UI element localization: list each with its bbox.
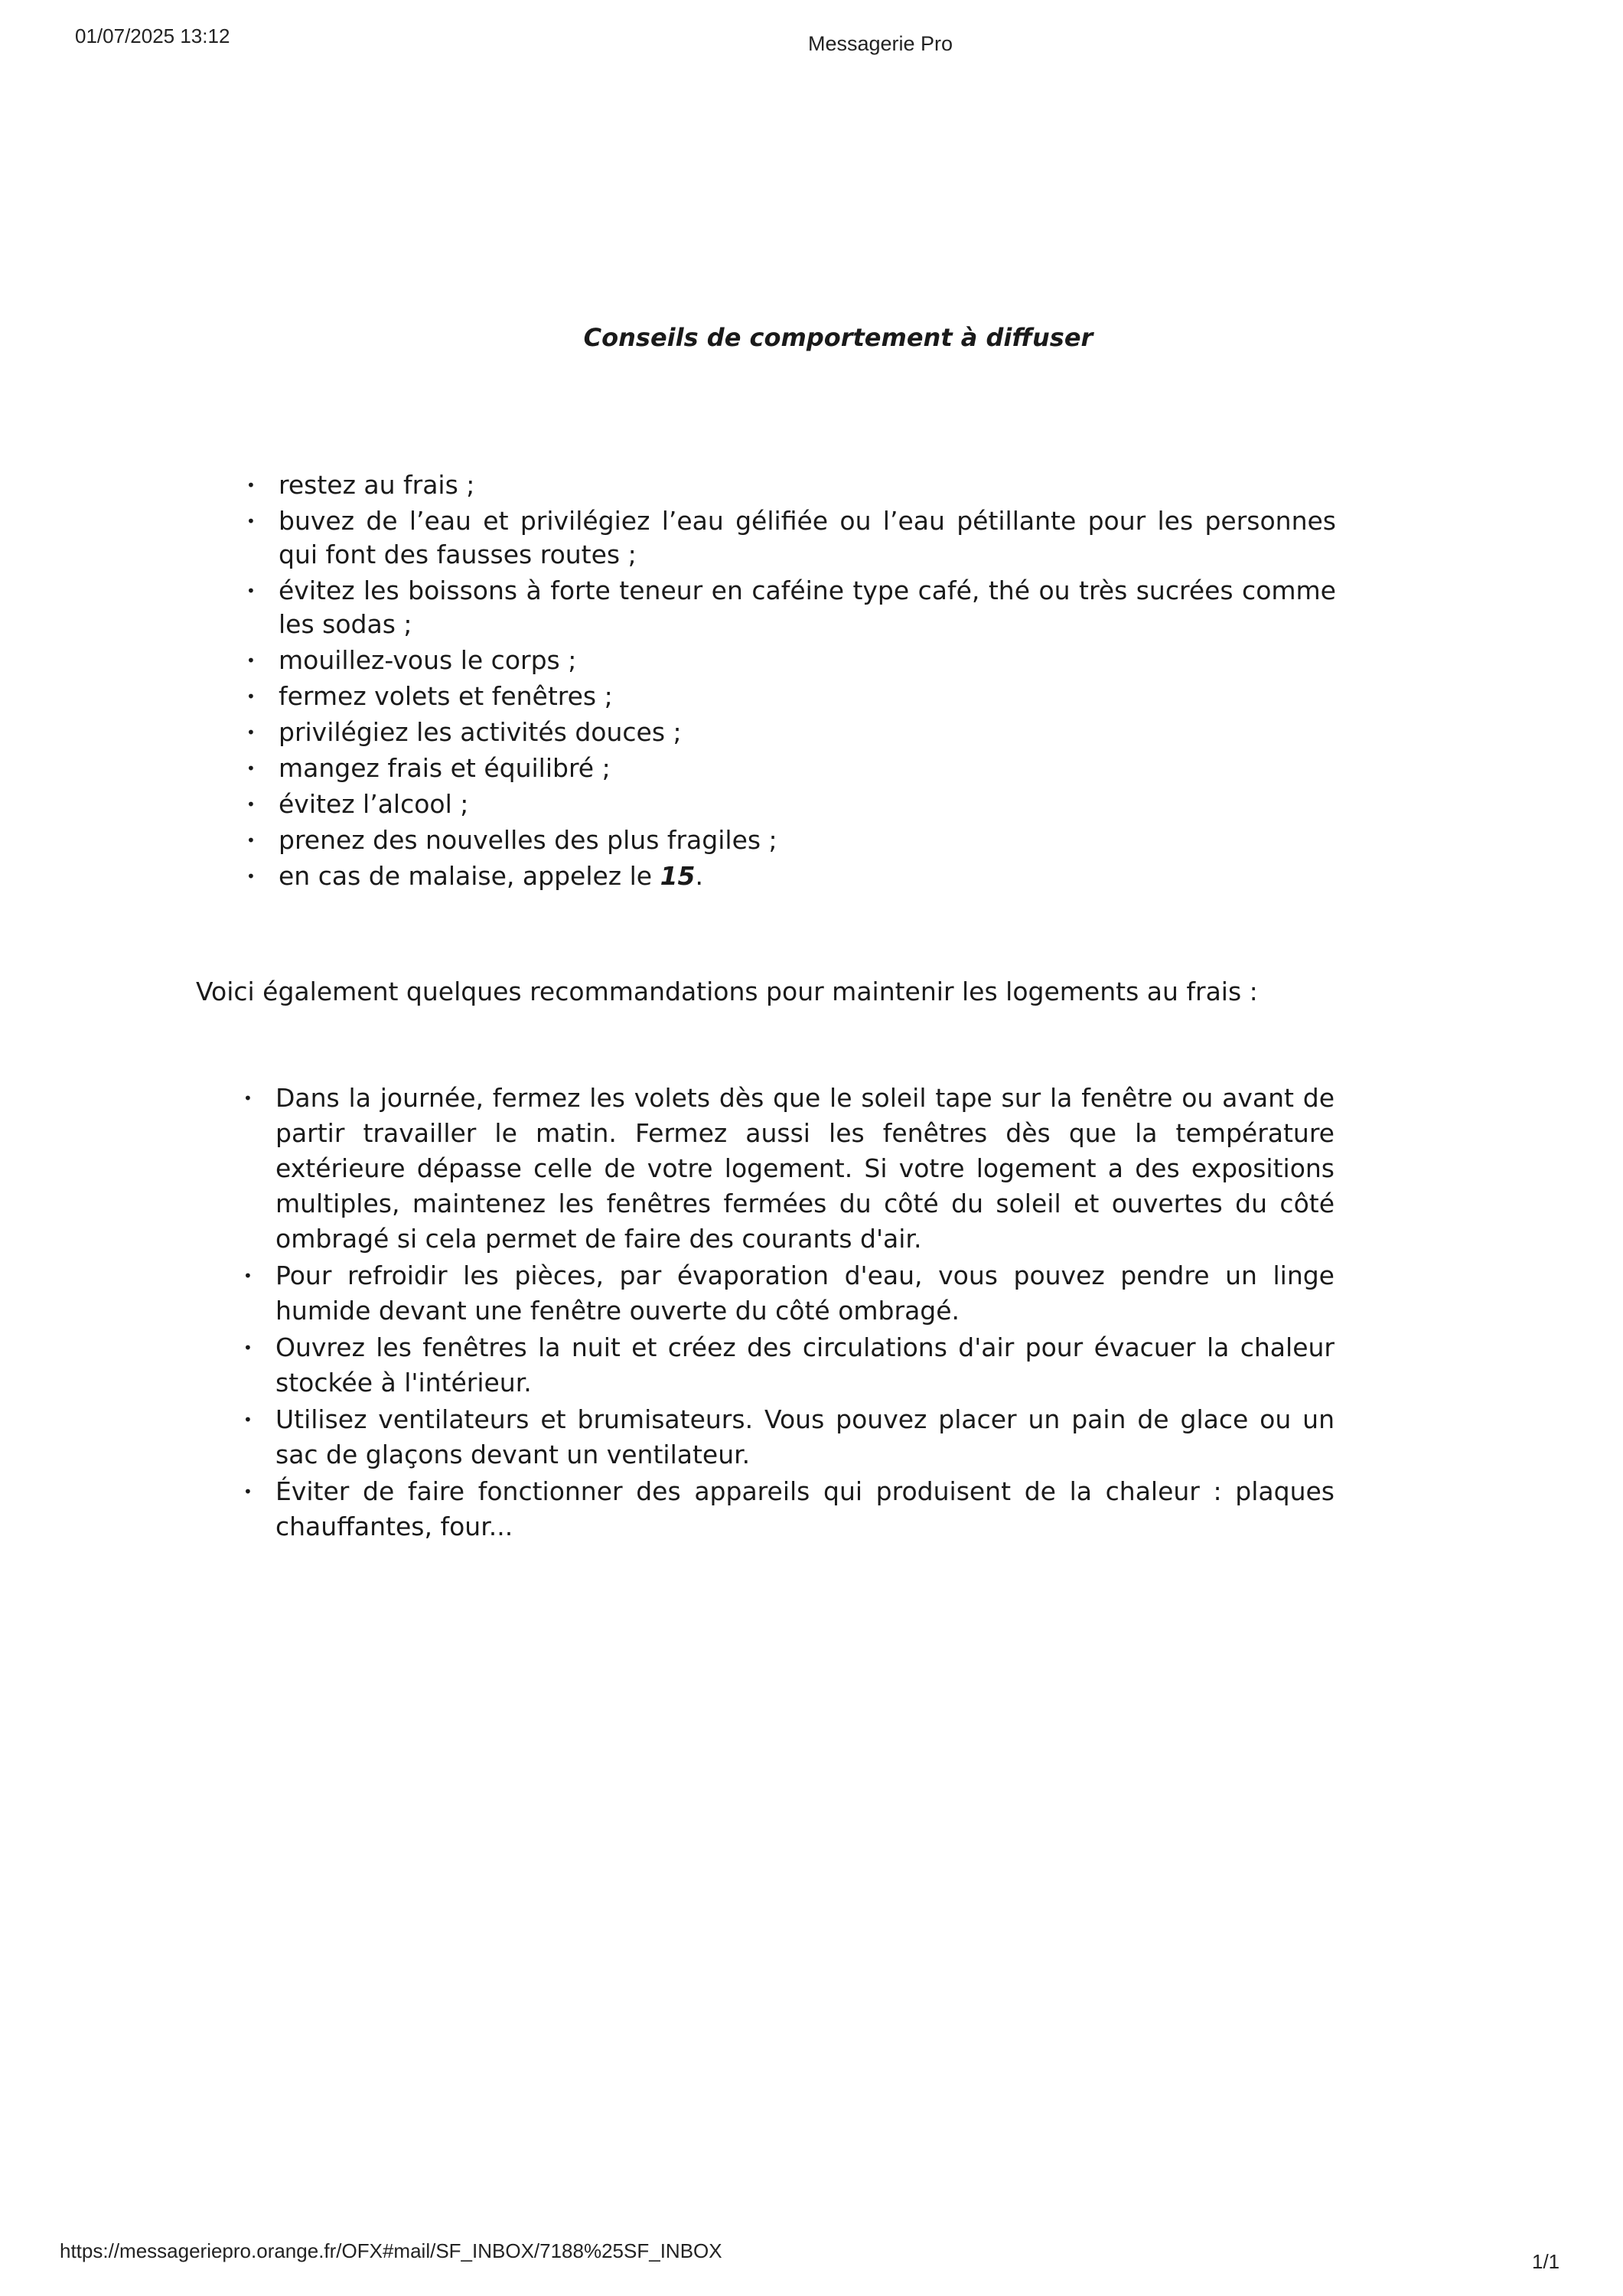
bullet-icon: • (246, 831, 256, 850)
bullet-icon: • (243, 1411, 253, 1429)
print-header-app-title: Messagerie Pro (807, 32, 953, 55)
list-item-text: Ouvrez les fenêtres la nuit et créez des circulations d'air pour évacuer la chaleur stockée à l'intérieur. (275, 1332, 1335, 1397)
emergency-tip-prefix: en cas de malaise, appelez le (279, 861, 660, 891)
bullet-icon: • (243, 1267, 253, 1285)
list-item (246, 574, 1336, 641)
list-item (243, 1330, 1335, 1401)
list-item-text: Dans la journée, fermez les volets dès que le soleil tape sur la fenêtre ou avant de partir travailler le matin. Fermez aussi les fenêtres dès que la température extérieure dépasse celle de votre logement. Si votre logement a des expositions multiples, maintenez les fenêtres fermées du côté du soleil et ouvertes du côté ombragé si cela permet de faire des courants d'air. (275, 1083, 1335, 1254)
list-item (246, 680, 1336, 713)
emergency-tip-suffix: . (695, 861, 703, 891)
list-item (243, 1258, 1335, 1329)
list-item-text: Éviter de faire fonctionner des appareils qui produisent de la chaleur : plaques chauffantes, four... (275, 1476, 1335, 1541)
list-item (246, 468, 1336, 502)
bullet-icon: • (246, 759, 256, 778)
bullet-icon: • (246, 723, 256, 742)
list-item (246, 752, 1336, 785)
bullet-icon: • (243, 1482, 253, 1501)
list-item-text: Pour refroidir les pièces, par évaporation d'eau, vous pouvez pendre un linge humide devant une fenêtre ouverte du côté ombragé. (275, 1261, 1335, 1326)
list-item (246, 716, 1336, 749)
list-item-text: restez au frais ; (279, 470, 475, 500)
print-header-datetime: 01/07/2025 13:12 (75, 24, 230, 47)
list-item-text: buvez de l’eau et privilégiez l’eau gélifiée ou l’eau pétillante pour les personnes qui font des fausses routes ; (279, 506, 1336, 569)
bullet-icon: • (246, 512, 256, 530)
list-item-text: évitez les boissons à forte teneur en caféine type café, thé ou très sucrées comme les sodas ; (279, 576, 1336, 639)
list-item-text: fermez volets et fenêtres ; (279, 681, 613, 711)
list-item (243, 1081, 1335, 1257)
emergency-number: 15 (660, 861, 696, 891)
list-item-text: Utilisez ventilateurs et brumisateurs. Vous pouvez placer un pain de glace ou un sac de glaçons devant un ventilateur. (275, 1404, 1335, 1469)
list-item (246, 504, 1336, 572)
bullet-icon: • (246, 867, 256, 885)
list-item (243, 1402, 1335, 1473)
bullet-icon: • (246, 651, 256, 670)
bullet-icon: • (243, 1339, 253, 1357)
housing-tips-list (243, 1081, 1335, 1546)
list-item (243, 1474, 1335, 1544)
list-item-text: évitez l’alcool ; (279, 789, 469, 819)
list-item-text: mangez frais et équilibré ; (279, 753, 611, 783)
list-item (246, 644, 1336, 677)
document-title: Conseils de comportement à diffuser (583, 323, 1093, 352)
behavior-tips-list (246, 468, 1336, 895)
list-item-text: prenez des nouvelles des plus fragiles ; (279, 825, 777, 855)
bullet-icon: • (246, 582, 256, 600)
list-item-emergency (246, 859, 1336, 893)
bullet-icon: • (243, 1089, 253, 1107)
list-item (246, 823, 1336, 857)
housing-intro: Voici également quelques recommandations pour maintenir les logements au frais : (196, 977, 1258, 1006)
bullet-icon: • (246, 476, 256, 494)
print-footer-page-number: 1/1 (1532, 2250, 1560, 2273)
list-item-text: mouillez-vous le corps ; (279, 645, 577, 675)
bullet-icon: • (246, 795, 256, 814)
bullet-icon: • (246, 687, 256, 706)
list-item-text: privilégiez les activités douces ; (279, 717, 682, 747)
print-footer-url: https://messageriepro.orange.fr/OFX#mail/SF_INBOX/7188%25SF_INBOX (60, 2239, 722, 2262)
list-item (246, 788, 1336, 821)
